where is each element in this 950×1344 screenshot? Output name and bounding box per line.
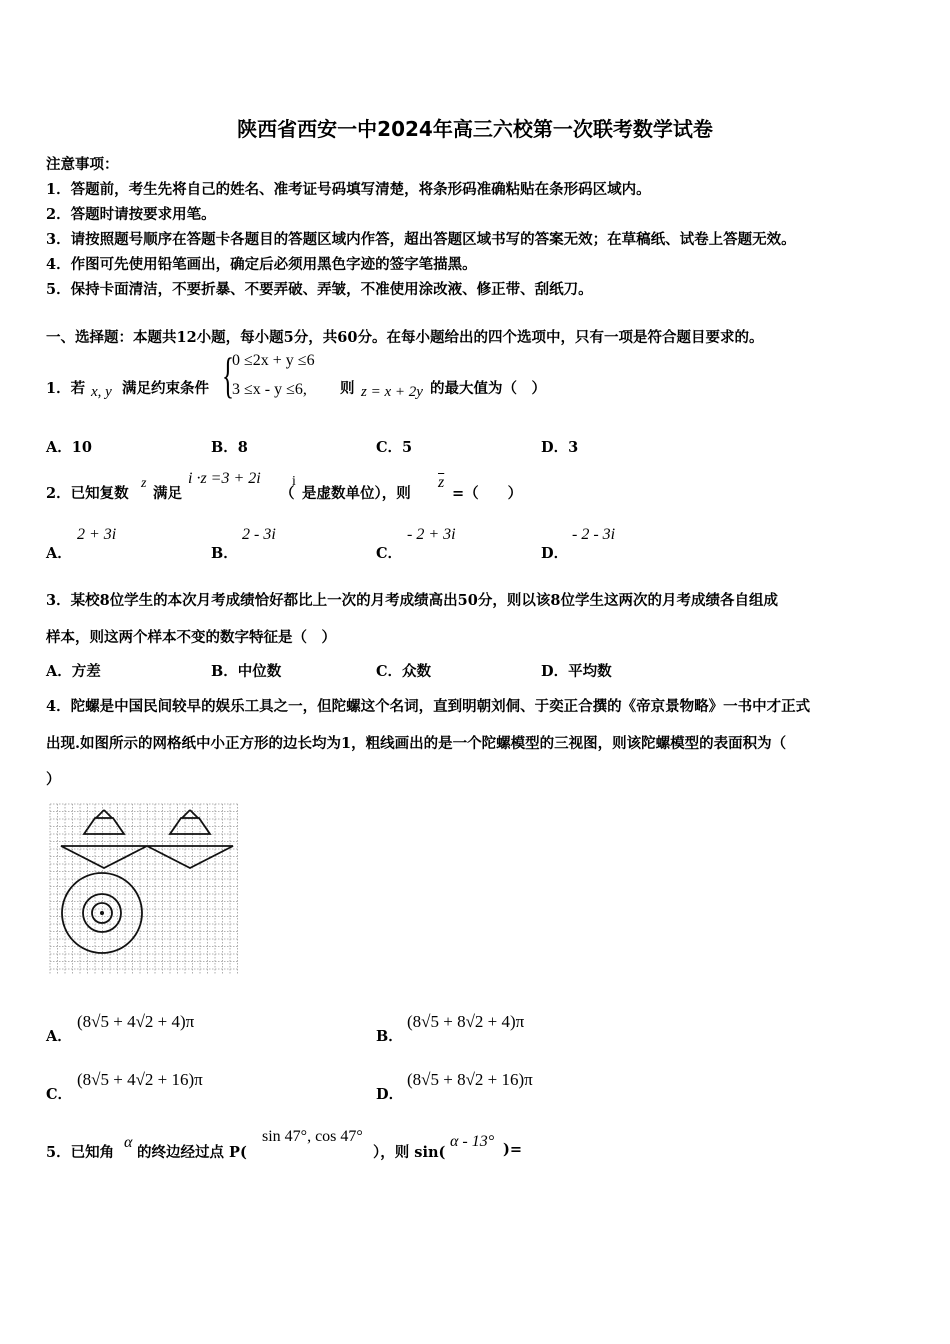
q5-close: ），则 sin( — [373, 1144, 446, 1161]
page-title: 陕西省西安一中2024年高三六校第一次联考数学试卷 — [237, 117, 713, 141]
q2-option-b-value[interactable]: 2 - 3i — [242, 526, 276, 543]
q3-option-c[interactable]: C．众数 — [376, 663, 432, 680]
q4-option-c-label[interactable]: C． — [46, 1086, 73, 1103]
notes-item: 2．答题时请按要求用笔。 — [46, 206, 216, 223]
q3-option-b[interactable]: B．中位数 — [211, 663, 282, 680]
q5-mid: 的终边经过点 P( — [137, 1144, 247, 1161]
q3-line-2: 样本，则这两个样本不变的数字特征是（ ） — [46, 629, 336, 646]
notes-section — [46, 152, 796, 302]
q2-option-c-value[interactable]: - 2 + 3i — [407, 526, 456, 543]
q5-arg: α - 13° — [450, 1133, 495, 1150]
q2-equation: i ·z =3 + 2i — [188, 470, 261, 487]
q5-start: 5．已知角 — [46, 1144, 115, 1161]
notes-heading: 注意事项： — [46, 156, 119, 173]
q1-brace: { — [222, 347, 234, 403]
q1-option-b[interactable]: B．8 — [211, 439, 248, 456]
q2-note: 是虚数单位），则 — [302, 485, 411, 502]
q2-option-b-label[interactable]: B． — [211, 545, 238, 562]
q4-line-3: ） — [46, 771, 61, 788]
q2-tail: =（ ） — [452, 485, 523, 502]
q2-zbar: $\overline{z}$ — [438, 474, 445, 491]
q4-option-a-label[interactable]: A． — [46, 1028, 72, 1045]
q2-option-d-label[interactable]: D． — [541, 545, 569, 562]
q1-then: 则 — [340, 380, 355, 397]
q4-option-b-label[interactable]: B． — [376, 1028, 403, 1045]
q4-option-b-value[interactable]: (8√5 + 8√2 + 4)π — [407, 1012, 525, 1031]
q4-option-d-label[interactable]: D． — [376, 1086, 404, 1103]
figure-center-dot — [100, 911, 104, 915]
q3-option-d[interactable]: D．平均数 — [541, 663, 612, 680]
q1-option-c[interactable]: C．5 — [376, 439, 413, 456]
q5-alpha: α — [124, 1134, 133, 1151]
q2-i: i — [292, 474, 296, 489]
q3-option-a[interactable]: A．方差 — [46, 663, 101, 680]
q4-option-a-value[interactable]: (8√5 + 4√2 + 4)π — [77, 1012, 195, 1031]
q4-line-1: 4．陀螺是中国民间较早的娱乐工具之一，但陀螺这个名词，直到明朝刘侗、于奕正合撰的《帝京景物略》一书中才正式 — [46, 698, 811, 715]
q3-line-1: 3．某校8位学生的本次月考成绩恰好都比上一次的月考成绩高出50分，则以该8位学生这两次的月考成绩各自组成 — [46, 592, 778, 609]
q1-number: 1．若 — [46, 380, 86, 397]
q4-option-d-value[interactable]: (8√5 + 8√2 + 16)π — [407, 1070, 533, 1089]
q1-option-d[interactable]: D．3 — [541, 439, 579, 456]
q1-option-a[interactable]: A．10 — [46, 439, 92, 456]
q2-option-c-label[interactable]: C． — [376, 545, 403, 562]
three-view-figure — [46, 800, 242, 978]
q2-option-d-value[interactable]: - 2 - 3i — [572, 526, 616, 543]
notes-item: 5．保持卡面清洁，不要折暴、不要弄破、弄皱，不准使用涂改液、修正带、刮纸刀。 — [46, 281, 593, 298]
q5-tail: )= — [503, 1141, 523, 1158]
q1-tail: 的最大值为（ ） — [430, 380, 546, 397]
q4-option-c-value[interactable]: (8√5 + 4√2 + 16)π — [77, 1070, 203, 1089]
q1-constraint-1: 0 ≤2x + y ≤6 — [232, 352, 315, 369]
q1-text: 满足约束条件 — [122, 380, 209, 397]
q1-vars: x, y — [91, 384, 112, 400]
q1-objective: z = x + 2y — [361, 384, 423, 400]
notes-item: 1．答题前，考生先将自己的姓名、准考证号码填写清楚，将条形码准确粘贴在条形码区域内。 — [46, 181, 651, 198]
q2-mid: 满足 — [153, 485, 182, 502]
q2-paren: （ — [280, 485, 295, 502]
q2-z: z — [141, 476, 147, 491]
q2-option-a-value[interactable]: 2 + 3i — [77, 526, 117, 543]
q4-line-2: 出现.如图所示的网格纸中小正方形的边长均为1，粗线画出的是一个陀螺模型的三视图，则该陀螺模型的表面积为（ — [46, 735, 787, 752]
section-heading: 一、选择题：本题共12小题，每小题5分，共60分。在每小题给出的四个选项中，只有一项是符合题目要求的。 — [46, 329, 764, 346]
q5-point: sin 47°, cos 47° — [262, 1128, 363, 1145]
figure-grid — [50, 804, 238, 974]
notes-item: 3．请按照题号顺序在答题卡各题目的答题区域内作答，超出答题区域书写的答案无效；在草稿纸、试卷上答题无效。 — [46, 231, 796, 248]
q2-start: 2．已知复数 — [46, 485, 129, 502]
q1-constraint-2: 3 ≤x - y ≤6, — [232, 381, 307, 398]
q2-option-a-label[interactable]: A． — [46, 545, 72, 562]
notes-item: 4．作图可先使用铅笔画出，确定后必须用黑色字迹的签字笔描黑。 — [46, 256, 477, 273]
